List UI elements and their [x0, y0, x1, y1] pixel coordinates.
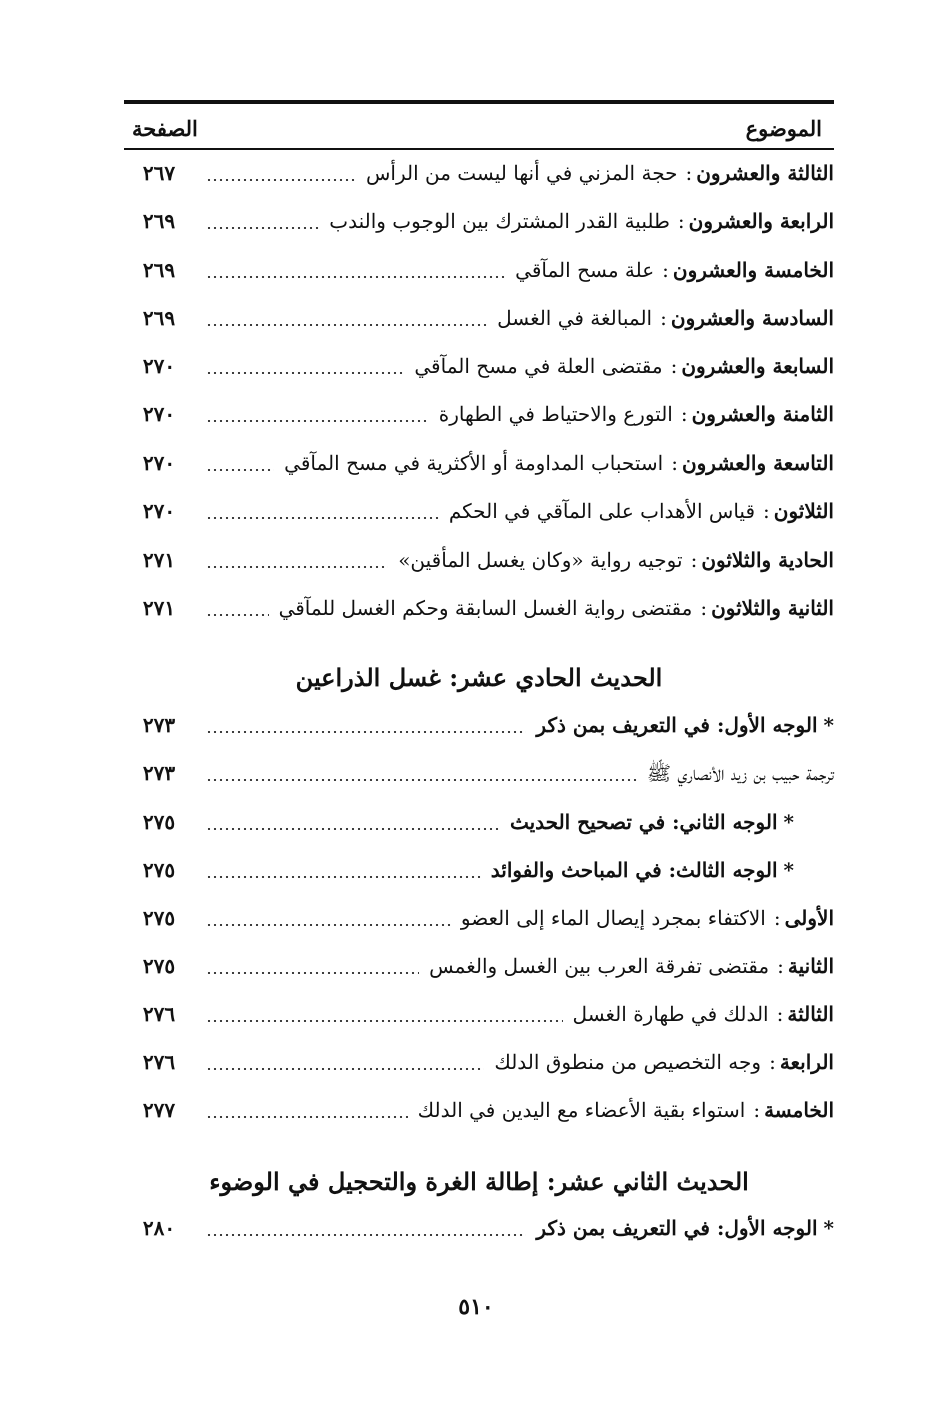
entry-label: الثامنة والعشرون	[691, 402, 834, 426]
leader-dots	[206, 566, 388, 568]
entry-page: ٢٦٩	[142, 306, 176, 330]
leader-dots	[206, 731, 526, 733]
leader-dots	[206, 1116, 408, 1118]
entry-title: الوجه الثاني: في تصحيح الحديث	[509, 810, 778, 834]
leader-dots	[206, 614, 269, 616]
entry-title: الاكتفاء بمجرد إيصال الماء إلى العضو	[460, 906, 766, 930]
entry-page: ٢٧٧	[142, 1098, 176, 1122]
entry-page: ٢٧٣	[142, 713, 176, 737]
entry-title: طلبية القدر المشترك بين الوجوب والندب	[329, 209, 670, 233]
entry-page: ٢٧٥	[142, 906, 176, 930]
entry-title: مقتضى تفرقة العرب بين الغسل والغمس	[429, 954, 770, 978]
leader-dots	[206, 1234, 526, 1236]
toc-entry	[124, 753, 834, 793]
toc-entry	[124, 705, 834, 745]
entry-page: ٢٧٦	[142, 1002, 176, 1026]
entry-title: علة مسح المآقي	[515, 258, 655, 282]
entry-label: الثالثة والعشرون	[696, 161, 834, 185]
leader-dots	[206, 276, 505, 278]
entry-title: ترجمة حبيب بن زيد الأنصاري ﷺ	[646, 761, 834, 785]
entry-label: الرابعة	[779, 1050, 834, 1074]
entry-label: السادسة والعشرون	[670, 306, 834, 330]
entry-title: الوجه الأول: في التعريف بمن ذكر	[536, 1216, 818, 1240]
section-heading: الحديث الثاني عشر: إطالة الغرة والتحجيل في الوضوء	[209, 1167, 749, 1196]
toc-entry: التاسعة والعشرون : استحباب المداومة أو الأكثرية في مسح المآقي ٢٧٠	[124, 443, 834, 483]
entry-page: ٢٧٠	[142, 451, 176, 475]
entry-page: ٢٨٠	[142, 1216, 176, 1240]
leader-dots	[206, 420, 429, 422]
entry-page: ٢٧٥	[142, 858, 176, 882]
leader-dots	[206, 372, 404, 374]
entry-title: وجه التخصيص من منطوق الدلك	[494, 1050, 762, 1074]
entry-title: مقتضى رواية الغسل السابقة وحكم الغسل للمآقي	[278, 596, 693, 620]
entry-title: حجة المزني في أنها ليست من الرأس	[365, 161, 678, 185]
entry-page: ٢٦٧	[142, 161, 176, 185]
toc-entry: الثالثة : الدلك في طهارة الغسل ٢٧٦	[124, 994, 834, 1034]
bullet-star-icon: *	[783, 810, 794, 834]
entry-title: توجيه رواية «وكان يغسل المأقين»	[398, 548, 683, 572]
toc-entry: الرابعة : وجه التخصيص من منطوق الدلك ٢٧٦	[124, 1042, 834, 1082]
leader-dots	[206, 972, 419, 974]
toc-header	[124, 110, 834, 146]
entry-title: الوجه الثالث: في المباحث والفوائد	[490, 858, 778, 882]
entry-label: الحادية والثلاثون	[701, 548, 834, 572]
toc-entry: السادسة والعشرون : المبالغة في الغسل ٢٦٩	[124, 298, 834, 338]
entry-label: الخامسة	[764, 1098, 834, 1122]
entry-label: الثانية	[787, 954, 834, 978]
entry-label: الأولى	[784, 906, 834, 930]
leader-dots	[206, 227, 319, 229]
leader-dots	[206, 1020, 563, 1022]
entry-page: ٢٧١	[142, 548, 176, 572]
toc-entry: الخامسة والعشرون : علة مسح المآقي ٢٦٩	[124, 250, 834, 290]
entry-page: ٢٦٩	[142, 258, 176, 282]
leader-dots	[206, 924, 451, 926]
entry-title: مقتضى العلة في مسح المآقي	[414, 354, 663, 378]
leader-dots	[206, 469, 274, 471]
entry-title: استواء بقية الأعضاء مع اليدين في الدلك	[417, 1098, 746, 1122]
toc-entry: الأولى : الاكتفاء بمجرد إيصال الماء إلى العضو ٢٧٥	[124, 898, 834, 938]
header-page: الصفحة	[132, 115, 198, 141]
toc-entry	[124, 850, 834, 890]
header-topic: الموضوع	[745, 115, 822, 141]
entry-page: ٢٧٦	[142, 1050, 176, 1074]
entry-page: ٢٧٠	[142, 402, 176, 426]
toc-entry	[124, 1208, 834, 1248]
entry-page: ٢٧١	[142, 596, 176, 620]
toc-entry: الرابعة والعشرون : طلبية القدر المشترك بين الوجوب والندب ٢٦٩	[124, 201, 834, 241]
entry-label: الثانية والثلاثون	[711, 596, 834, 620]
entry-label: التاسعة والعشرون	[681, 451, 834, 475]
leader-dots	[206, 517, 439, 519]
toc-entry: الثانية والثلاثون : مقتضى رواية الغسل السابقة وحكم الغسل للمآقي ٢٧١	[124, 588, 834, 628]
page-number: ٥١٠	[458, 1294, 494, 1320]
entry-label: الرابعة والعشرون	[688, 209, 834, 233]
toc-entry: الحادية والثلاثون : توجيه رواية «وكان يغسل المأقين» ٢٧١	[124, 540, 834, 580]
toc-entry: الثانية : مقتضى تفرقة العرب بين الغسل والغمس ٢٧٥	[124, 946, 834, 986]
toc-entry: الخامسة : استواء بقية الأعضاء مع اليدين في الدلك ٢٧٧	[124, 1090, 834, 1130]
entry-page: ٢٧٠	[142, 354, 176, 378]
entry-title: الدلك في طهارة الغسل	[572, 1002, 769, 1026]
header-rule	[124, 148, 834, 150]
entry-page: ٢٦٩	[142, 209, 176, 233]
entry-label: الثلاثون	[773, 499, 834, 523]
leader-dots	[206, 876, 481, 878]
toc-entry	[124, 802, 834, 842]
bullet-star-icon: *	[823, 1216, 834, 1240]
entry-title: المبالغة في الغسل	[497, 306, 653, 330]
entry-page: ٢٧٣	[142, 761, 176, 785]
toc-entry: الثامنة والعشرون : التورع والاحتياط في الطهارة ٢٧٠	[124, 394, 834, 434]
leader-dots	[206, 324, 487, 326]
leader-dots	[206, 179, 356, 181]
entry-label: السابعة والعشرون	[681, 354, 834, 378]
entry-page: ٢٧٥	[142, 954, 176, 978]
top-rule	[124, 100, 834, 104]
toc-entry: الثالثة والعشرون : حجة المزني في أنها ليست من الرأس ٢٦٧	[124, 153, 834, 193]
toc-entry: السابعة والعشرون : مقتضى العلة في مسح المآقي ٢٧٠	[124, 346, 834, 386]
entry-label: الثالثة	[787, 1002, 834, 1026]
entry-title: التورع والاحتياط في الطهارة	[438, 402, 673, 426]
leader-dots	[206, 1068, 484, 1070]
entry-title: استحباب المداومة أو الأكثرية في مسح المآقي	[284, 451, 664, 475]
section-heading: الحديث الحادي عشر: غسل الذراعين	[295, 663, 663, 692]
leader-dots	[206, 779, 637, 781]
leader-dots	[206, 828, 500, 830]
entry-page: ٢٧٥	[142, 810, 176, 834]
bullet-star-icon: *	[783, 858, 794, 882]
bullet-star-icon: *	[823, 713, 834, 737]
entry-title: قياس الأهداب على المآقي في الحكم	[448, 499, 756, 523]
toc-entry: الثلاثون : قياس الأهداب على المآقي في الحكم ٢٧٠	[124, 491, 834, 531]
entry-title: الوجه الأول: في التعريف بمن ذكر	[536, 713, 818, 737]
entry-page: ٢٧٠	[142, 499, 176, 523]
entry-label: الخامسة والعشرون	[672, 258, 834, 282]
